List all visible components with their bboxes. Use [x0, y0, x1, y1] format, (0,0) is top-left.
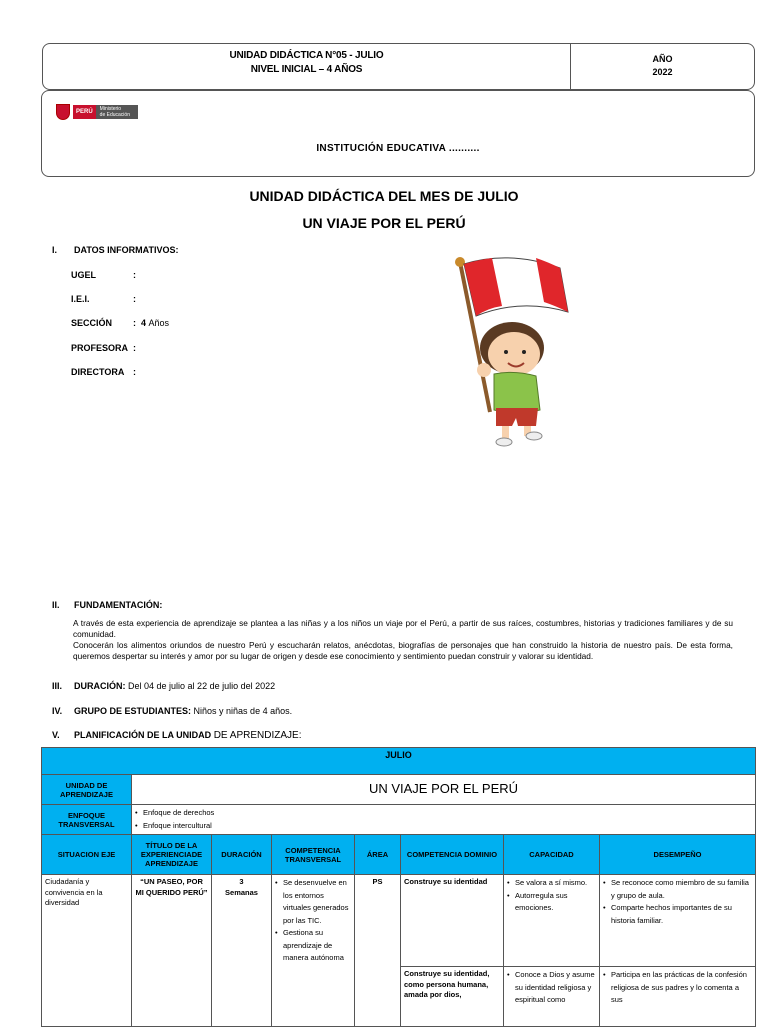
- competencia-cell: Construye su identidad: [401, 875, 504, 967]
- field-directora-label: DIRECTORA: [71, 367, 125, 377]
- field-ugel-label: UGEL: [71, 270, 97, 280]
- child-right-eye: [522, 350, 526, 354]
- table-row-unit: [42, 775, 756, 805]
- logo-ministry-line2: de Educación: [99, 112, 130, 118]
- child-left-eye: [504, 350, 508, 354]
- col-header-comp-transversal: COMPETENCIA TRANSVERSAL: [272, 835, 355, 875]
- field-directora-colon: :: [133, 367, 136, 377]
- field-seccion-label: SECCIÓN: [71, 318, 113, 328]
- section-5-title: PLANIFICACIÓN DE LA UNIDAD: [74, 730, 212, 740]
- month-cell: JULIO: [42, 748, 756, 775]
- table-row-month: [42, 748, 756, 775]
- section-1-title: DATOS INFORMATIVOS:: [74, 245, 179, 255]
- comp-transversal-cell: [272, 875, 355, 1027]
- child-left-shoe: [496, 438, 512, 446]
- ministry-logo: [56, 102, 138, 122]
- col-header-titulo: TÍTULO DE LA EXPERIENCIADE APRENDIZAJE: [132, 835, 212, 875]
- desempeno-item: • Se reconoce como miembro de su familia y grupo de aula.: [603, 877, 752, 902]
- year-cell: [571, 53, 754, 79]
- enfoque-list-cell: [132, 805, 756, 835]
- header-title-line1: UNIDAD DIDÁCTICA N°05 - JULIO: [229, 50, 384, 61]
- flag-pole-tip: [455, 257, 465, 267]
- unit-title-header: [43, 49, 570, 77]
- section-2-title: FUNDAMENTACIÓN:: [74, 600, 163, 610]
- year-value: 2022: [652, 67, 673, 77]
- section-2-heading: [52, 600, 162, 610]
- fundamentacion-text: [73, 618, 733, 662]
- desempeno-list: [603, 969, 752, 1007]
- comp-transversal-item: • Gestiona su aprendizaje de manera autónoma: [275, 927, 351, 965]
- unit-label-cell: UNIDAD DE APRENDIZAJE: [42, 775, 132, 805]
- field-seccion-value: : 4 Años: [133, 318, 170, 328]
- enfoque-list: [135, 807, 752, 832]
- header-title-line2: NIVEL INICIAL – 4 AÑOS: [250, 64, 363, 75]
- col-header-duracion: DURACIÓN: [212, 835, 272, 875]
- enfoque-item: • Enfoque de derechos: [135, 807, 752, 820]
- col-header-capacidad: CAPACIDAD: [504, 835, 600, 875]
- field-iei-colon: :: [133, 294, 136, 304]
- capacidad-item: • Conoce a Dios y asume su identidad religiosa y espiritual como: [507, 969, 596, 1007]
- enfoque-label-cell: ENFOQUE TRANSVERSAL: [42, 805, 132, 835]
- capacidad-item: • Autorregula sus emociones.: [507, 890, 596, 915]
- institution-label: INSTITUCIÓN EDUCATIVA ..........: [316, 143, 480, 154]
- document-title: UNIDAD DIDÁCTICA DEL MES DE JULIO: [249, 188, 519, 204]
- fundamentacion-paragraph-1: A través de esta experiencia de aprendizaje se plantea a las niñas y a los niños un viaje por el Perú, a partir de sus raíces, costumbres, historias y tradiciones familiares y de su comunidad.: [73, 618, 733, 639]
- capacidad-item: • Se valora a sí mismo.: [507, 877, 596, 890]
- child-face: [488, 332, 540, 376]
- section-5-heading: [52, 730, 302, 741]
- section-5-title-rest: DE APRENDIZAJE:: [213, 730, 302, 741]
- capacidad-cell: [504, 967, 600, 1027]
- section-2-number: II.: [52, 600, 60, 610]
- capacidad-list: [507, 877, 596, 915]
- desempeno-list: [603, 877, 752, 927]
- col-header-area: ÁREA: [355, 835, 401, 875]
- competencia-cell: Construye su identidad, como persona humana, amada por dios,: [401, 967, 504, 1027]
- field-ugel-colon: :: [133, 270, 136, 280]
- planning-table: [41, 747, 756, 1027]
- child-hand: [477, 363, 491, 377]
- fundamentacion-paragraph-2: Conocerán los alimentos oriundos de nuestro Perú y escucharán relatos, anécdotas, biografías de personajes que han construido la historia de nuestro país. De esta forma, queremos despertar su interés y amor por su lugar de origen y desde ese conocimiento y sentimiento puedan construir y valorar su identidad.: [73, 640, 733, 661]
- table-header-row: [42, 835, 756, 875]
- comp-transversal-list: [275, 877, 351, 965]
- logo-ministry-text: [96, 105, 138, 119]
- desempeno-cell: [600, 967, 756, 1027]
- header-box: [42, 43, 755, 90]
- duracion-unit: Semanas: [225, 887, 258, 897]
- logo-peru-text: PERÚ: [73, 105, 96, 119]
- duracion-value: Del 04 de julio al 22 de julio del 2022: [128, 681, 276, 691]
- field-profesora-colon: :: [133, 343, 136, 353]
- year-label: AÑO: [652, 54, 673, 64]
- desempeno-item: • Comparte hechos importantes de su historia familiar.: [603, 902, 752, 927]
- enfoque-item: • Enfoque intercultural: [135, 820, 752, 833]
- titulo-cell: “UN PASEO, POR MI QUERIDO PERÚ”: [132, 875, 212, 1027]
- section-4-number: IV.: [52, 706, 63, 716]
- col-header-situacion: SITUACION EJE: [42, 835, 132, 875]
- unit-title-cell: UN VIAJE POR EL PERÚ: [132, 775, 756, 805]
- child-shorts: [496, 408, 538, 426]
- child-shirt: [494, 372, 540, 413]
- situacion-cell: Ciudadanía y convivencia en la diversidad: [42, 875, 132, 1027]
- capacidad-cell: [504, 875, 600, 967]
- section-4-title: GRUPO DE ESTUDIANTES:: [74, 706, 192, 716]
- grupo-value: Niños y niñas de 4 años.: [193, 706, 293, 716]
- capacidad-list: [507, 969, 596, 1007]
- section-4-heading: [52, 706, 292, 716]
- child-with-peru-flag-illustration: [440, 250, 580, 450]
- seccion-unit: Años: [148, 318, 170, 328]
- section-3-heading: [52, 681, 275, 691]
- table-row: [42, 875, 756, 967]
- field-profesora-label: PROFESORA: [71, 343, 129, 353]
- seccion-number: 4: [141, 318, 147, 328]
- desempeno-cell: [600, 875, 756, 967]
- duracion-cell: [212, 875, 272, 1027]
- comp-transversal-item: • Se desenvuelve en los entornos virtuales generados por las TIC.: [275, 877, 351, 927]
- peru-shield-icon: [56, 104, 70, 120]
- section-3-title: DURACIÓN:: [74, 681, 126, 691]
- institution-box: [41, 90, 755, 177]
- desempeno-item: • Participa en las prácticas de la confesión religiosa de sus padres y lo comenta a sus: [603, 969, 752, 1007]
- duracion-number: 3: [239, 877, 244, 886]
- field-iei-label: I.E.I.: [71, 294, 90, 304]
- section-1-number: I.: [52, 245, 58, 255]
- logo-ministry-line1: Ministerio: [99, 106, 122, 112]
- section-5-number: V.: [52, 730, 60, 740]
- section-3-number: III.: [52, 681, 63, 691]
- document-subtitle: UN VIAJE POR EL PERÚ: [302, 215, 466, 231]
- area-cell: PS: [355, 875, 401, 1027]
- table-row-enfoque: [42, 805, 756, 835]
- section-1-heading: [52, 245, 179, 255]
- col-header-desempeno: DESEMPEÑO: [600, 835, 756, 875]
- col-header-comp-dominio: COMPETENCIA DOMINIO: [401, 835, 504, 875]
- child-right-shoe: [526, 432, 542, 440]
